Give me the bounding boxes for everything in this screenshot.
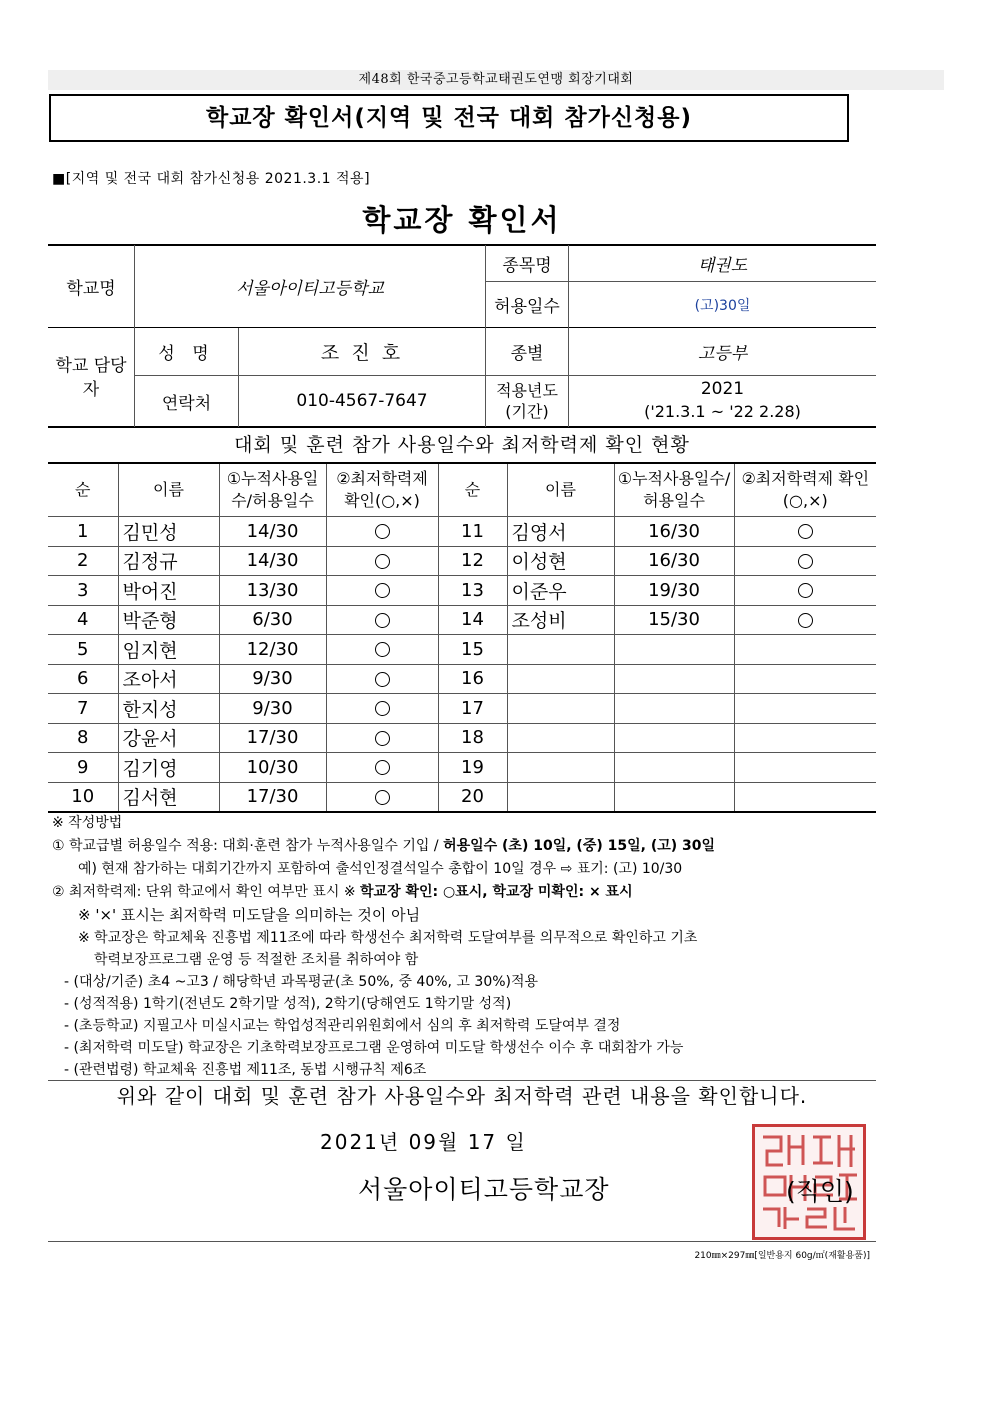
seal-label: (직인) [786, 1177, 854, 1206]
table-row [48, 605, 876, 635]
check-circle-icon [798, 524, 813, 539]
days-used [614, 664, 734, 694]
days-used: 19/30 [614, 576, 734, 606]
paper-spec: 210㎜×297㎜[일반용지 60g/㎡(재활용품)] [694, 1251, 870, 1261]
literacy-check [326, 664, 438, 694]
table-row [48, 664, 876, 694]
student-name: 박준형 [118, 605, 219, 635]
instruction-line [52, 835, 882, 857]
allowed-days-value: (고)30일 [694, 297, 751, 314]
literacy-check [326, 546, 438, 576]
literacy-check [734, 517, 876, 547]
table-row [48, 753, 876, 783]
row-number: 11 [438, 517, 507, 547]
check-circle-icon [798, 583, 813, 598]
instruction-emphasis: 허용일수 (초) 10일, (중) 15일, (고) 30일 [443, 838, 716, 854]
student-name: 임지현 [118, 635, 219, 665]
check-circle-icon [375, 554, 390, 569]
literacy-check [734, 753, 876, 783]
col-header-check: ②최저학력제 확인(○,×) [326, 463, 438, 517]
col-header-name: 이름 [507, 463, 614, 517]
student-name: 이성현 [507, 546, 614, 576]
instruction-text: ① 학교급별 허용일수 적용: 대회·훈련 참가 누적사용일수 기입 / [52, 838, 444, 854]
row-number: 6 [48, 664, 118, 694]
instruction-line: - (관련법령) 학교체육 진흥법 제11조, 동법 시행규칙 제6조 [64, 1062, 427, 1078]
event-header: 제48회 한국중고등학교태권도연맹 회장기대회 [48, 70, 944, 90]
division-value: 고등부 [697, 344, 748, 364]
row-number: 18 [438, 723, 507, 753]
sport-label: 종목명 [502, 256, 552, 276]
principal-name: 서울아이티고등학교장 [358, 1175, 610, 1204]
student-name: 조성비 [507, 605, 614, 635]
col-header-name: 이름 [118, 463, 219, 517]
check-circle-icon [375, 672, 390, 687]
sign-date: 2021년 09월 17 일 [320, 1130, 527, 1154]
literacy-check [326, 753, 438, 783]
literacy-check [734, 782, 876, 812]
instruction-emphasis: 학교장 확인: ○표시, 학교장 미확인: × 표시 [360, 884, 633, 900]
student-name: 한지성 [118, 694, 219, 724]
instruction-text: ② 최저학력제: 단위 학교에서 확인 여부만 표시 ※ [52, 884, 361, 900]
days-used: 6/30 [219, 605, 326, 635]
document-title: 학교장 확인서(지역 및 전국 대회 참가신청용) [49, 94, 849, 142]
instruction-line: - (최저학력 미도달) 학교장은 기초학력보장프로그램 운영하여 미도달 학생선수 이수 후 대회참가 가능 [64, 1040, 684, 1056]
table-row [48, 546, 876, 576]
table-row [48, 517, 876, 547]
instruction-line: - (초등학교) 지필고사 미실시교는 학업성적관리위원회에서 심의 후 최저학력 도달여부 결정 [64, 1018, 621, 1034]
days-used [614, 753, 734, 783]
literacy-check [734, 546, 876, 576]
division-label: 종별 [510, 344, 544, 364]
days-used [614, 723, 734, 753]
days-used [614, 635, 734, 665]
check-circle-icon [375, 524, 390, 539]
row-number: 17 [438, 694, 507, 724]
days-used: 9/30 [219, 694, 326, 724]
days-used: 10/30 [219, 753, 326, 783]
literacy-check [734, 605, 876, 635]
sport-value: 태권도 [697, 256, 748, 276]
check-circle-icon [375, 731, 390, 746]
allowed-days-label: 허용일수 [494, 297, 560, 317]
manager-name: 조 진 호 [320, 342, 404, 364]
student-name [507, 664, 614, 694]
student-name: 강윤서 [118, 723, 219, 753]
student-name: 조아서 [118, 664, 219, 694]
manager-label: 학교 담당자 [55, 355, 127, 400]
literacy-check [734, 723, 876, 753]
row-number: 12 [438, 546, 507, 576]
literacy-check [734, 635, 876, 665]
col-header-days: ①누적사용일수/허용일수 [614, 463, 734, 517]
row-number: 2 [48, 546, 118, 576]
info-bottom-border [48, 426, 876, 428]
check-circle-icon [375, 701, 390, 716]
row-number: 1 [48, 517, 118, 547]
row-number: 5 [48, 635, 118, 665]
row-number: 16 [438, 664, 507, 694]
literacy-check [326, 694, 438, 724]
col-header-check: ②최저학력제 확인(○,×) [734, 463, 876, 517]
row-number: 4 [48, 605, 118, 635]
row-number: 10 [48, 782, 118, 812]
col-header-no: 순 [48, 463, 118, 517]
literacy-check [326, 723, 438, 753]
table-row [48, 635, 876, 665]
student-name [507, 782, 614, 812]
student-name: 김영서 [507, 517, 614, 547]
application-note: ■[지역 및 전국 대회 참가신청용 2021.3.1 적용] [52, 171, 371, 187]
instruction-line: - (성적적용) 1학기(전년도 2학기말 성적), 2학기(당해연도 1학기말 성적) [64, 996, 512, 1012]
school-label: 학교명 [66, 279, 116, 299]
table-header-row [48, 463, 876, 517]
year-period: ('21.3.1 ~ '22 2.28) [644, 402, 801, 421]
literacy-check [326, 576, 438, 606]
row-number: 19 [438, 753, 507, 783]
days-used: 17/30 [219, 782, 326, 812]
literacy-check [326, 782, 438, 812]
literacy-check [326, 605, 438, 635]
row-number: 14 [438, 605, 507, 635]
check-circle-icon [375, 583, 390, 598]
days-used: 15/30 [614, 605, 734, 635]
attendance-table [48, 462, 876, 813]
instruction-line: ※ 학교장은 학교체육 진흥법 제11조에 따라 학생선수 최저학력 도달여부를 의무적으로 확인하고 기초 [78, 930, 698, 946]
days-used: 14/30 [219, 517, 326, 547]
row-number: 13 [438, 576, 507, 606]
status-section-title: 대회 및 훈련 참가 사용일수와 최저학력제 확인 현황 [234, 434, 690, 456]
instruction-line [52, 881, 882, 903]
student-name: 박어진 [118, 576, 219, 606]
page-title: 학교장 확인서 [362, 203, 562, 237]
student-name: 김정규 [118, 546, 219, 576]
instruction-line: 예) 현재 참가하는 대회기간까지 포함하여 출석인정결석일수 총합이 10일 경우 ⇨ 표기: (고) 10/30 [78, 861, 683, 877]
check-circle-icon [375, 642, 390, 657]
table-row [48, 723, 876, 753]
days-used [614, 694, 734, 724]
instruction-line: 학력보장프로그램 운영 등 적절한 조치를 취하여야 함 [94, 952, 419, 968]
check-circle-icon [798, 554, 813, 569]
check-circle-icon [375, 760, 390, 775]
days-used: 16/30 [614, 517, 734, 547]
days-used [614, 782, 734, 812]
school-name: 서울아이티고등학교 [236, 279, 384, 299]
literacy-check [326, 635, 438, 665]
row-number: 7 [48, 694, 118, 724]
instructions-heading: ※ 작성방법 [52, 815, 123, 831]
col-header-days: ①누적사용일수/허용일수 [219, 463, 326, 517]
literacy-check [326, 517, 438, 547]
literacy-check [734, 664, 876, 694]
student-name [507, 635, 614, 665]
closing-statement: 위와 같이 대회 및 훈련 참가 사용일수와 최저학력 관련 내용을 확인합니다. [116, 1084, 808, 1108]
row-number: 15 [438, 635, 507, 665]
days-used: 14/30 [219, 546, 326, 576]
days-used: 16/30 [614, 546, 734, 576]
student-name: 김기영 [118, 753, 219, 783]
name-label: 성 명 [158, 344, 215, 364]
check-circle-icon [798, 613, 813, 628]
table-row [48, 782, 876, 812]
student-name [507, 753, 614, 783]
student-name: 김민성 [118, 517, 219, 547]
literacy-check [734, 576, 876, 606]
student-name: 김서현 [118, 782, 219, 812]
row-number: 20 [438, 782, 507, 812]
contact-label: 연락처 [161, 393, 212, 414]
row-number: 9 [48, 753, 118, 783]
student-name [507, 723, 614, 753]
year-value: 2021 [700, 379, 745, 399]
contact-value: 010-4567-7647 [296, 391, 428, 411]
table-row [48, 694, 876, 724]
divider [48, 1241, 876, 1242]
literacy-check [734, 694, 876, 724]
row-number: 8 [48, 723, 118, 753]
days-used: 12/30 [219, 635, 326, 665]
col-header-no: 순 [438, 463, 507, 517]
days-used: 9/30 [219, 664, 326, 694]
days-used: 13/30 [219, 576, 326, 606]
row-number: 3 [48, 576, 118, 606]
instruction-line: - (대상/기준) 초4 ~고3 / 해당학년 과목평균(초 50%, 중 40%, 고 30%)적용 [64, 974, 539, 990]
year-label: 적용년도 (기간) [496, 381, 558, 421]
days-used: 17/30 [219, 723, 326, 753]
student-name [507, 694, 614, 724]
check-circle-icon [375, 613, 390, 628]
instruction-line: ※ '×' 표시는 최저학력 미도달을 의미하는 것이 아님 [78, 906, 421, 924]
table-row [48, 576, 876, 606]
check-circle-icon [375, 790, 390, 805]
student-name: 이준우 [507, 576, 614, 606]
